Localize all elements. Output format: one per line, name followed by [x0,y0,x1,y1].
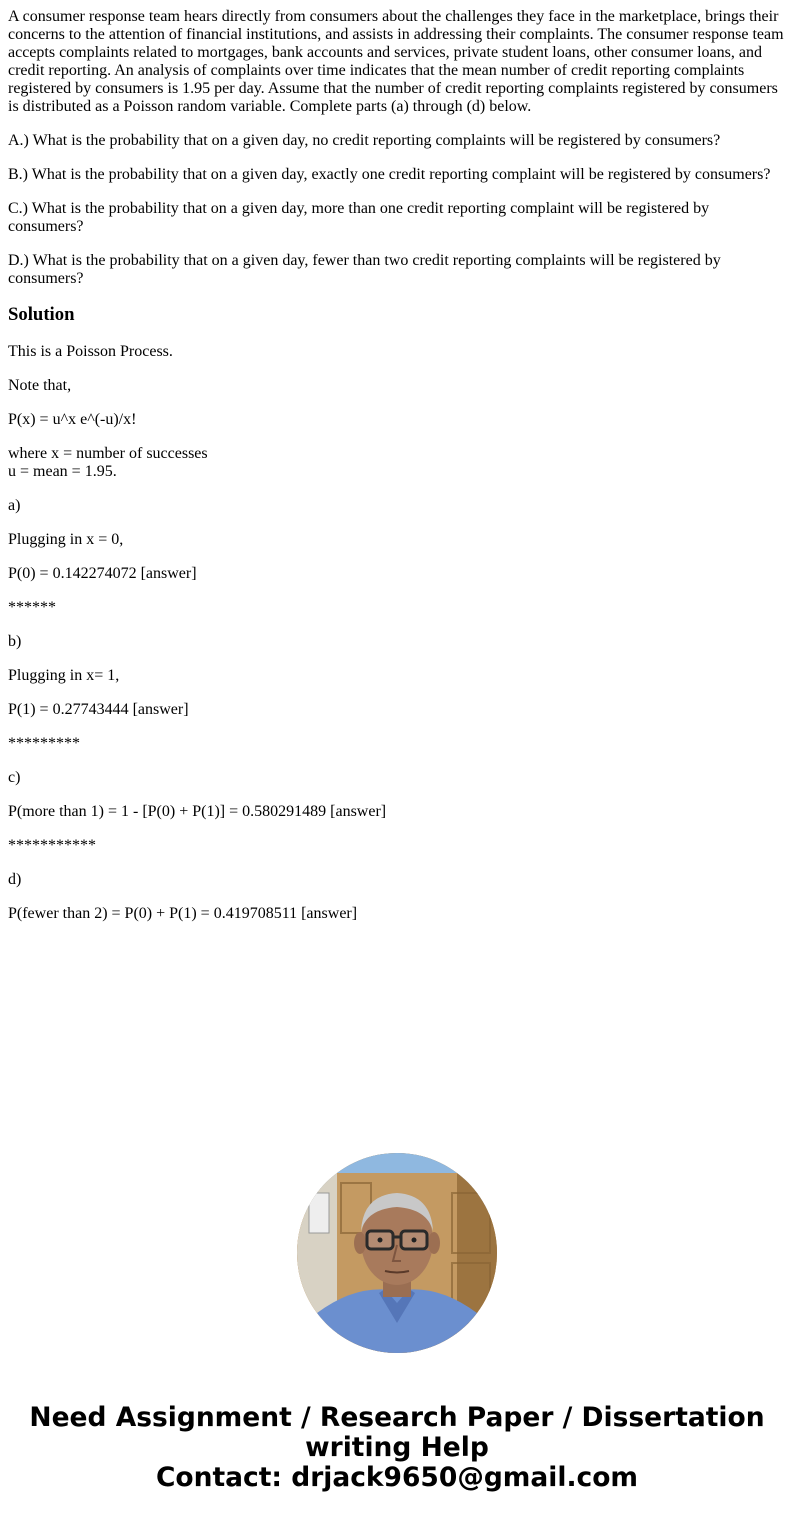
question-part-a: A.) What is the probability that on a given day, no credit reporting complaints will be registered by consumers? [8,132,721,149]
separator-1: ****** [8,599,56,616]
where-block [8,445,786,481]
formula: P(x) = u^x e^(-u)/x! [8,411,137,428]
question-part-c: C.) What is the probability that on a given day, more than one credit reporting complaint will be registered by consumers? [8,200,710,235]
part-b-label: b) [8,633,22,650]
part-a-plug: Plugging in x = 0, [8,531,124,548]
solution-heading: Solution [8,304,75,325]
where-line-2: u = mean = 1.95. [8,463,117,480]
author-avatar [297,1153,497,1353]
part-a-label: a) [8,497,21,514]
poisson-note: This is a Poisson Process. [8,343,173,360]
document-body [8,8,786,939]
separator-3: *********** [8,837,96,854]
part-d-label: d) [8,871,22,888]
separator-2: ********* [8,735,80,752]
part-d-result: P(fewer than 2) = P(0) + P(1) = 0.419708511 [answer] [8,905,358,922]
banner-line-2: writing Help [305,1432,489,1463]
where-line-1: where x = number of successes [8,445,208,462]
banner-line-1: Need Assignment / Research Paper / Dissertation [29,1402,765,1433]
part-c-result: P(more than 1) = 1 - [P(0) + P(1)] = 0.580291489 [answer] [8,803,387,820]
author-portrait-image [297,1153,497,1353]
part-a-result: P(0) = 0.142274072 [answer] [8,565,197,582]
part-b-plug: Plugging in x= 1, [8,667,120,684]
banner-contact-line: Contact: drjack9650@gmail.com [155,1462,639,1493]
question-part-d: D.) What is the probability that on a given day, fewer than two credit reporting complaints will be registered by consumers? [8,252,721,287]
note-that: Note that, [8,377,72,394]
question-intro: A consumer response team hears directly from consumers about the challenges they face in the marketplace, brings their concerns to the attention of financial institutions, and assists in addressing their complaints. The consumer response team accepts complaints related to mortgages, bank accounts and services, private student loans, other consumer loans, and credit reporting. An analysis of complaints over time indicates that the mean number of credit reporting complaints registered by consumers is 1.95 per day. Assume that the number of credit reporting complaints registered by consumers is distributed as a Poisson random variable. Complete parts (a) through (d) below. [8,8,784,115]
part-b-result: P(1) = 0.27743444 [answer] [8,701,189,718]
part-c-label: c) [8,769,21,786]
contact-banner [0,1403,794,1493]
question-part-b: B.) What is the probability that on a given day, exactly one credit reporting complaint will be registered by consumers? [8,166,771,183]
